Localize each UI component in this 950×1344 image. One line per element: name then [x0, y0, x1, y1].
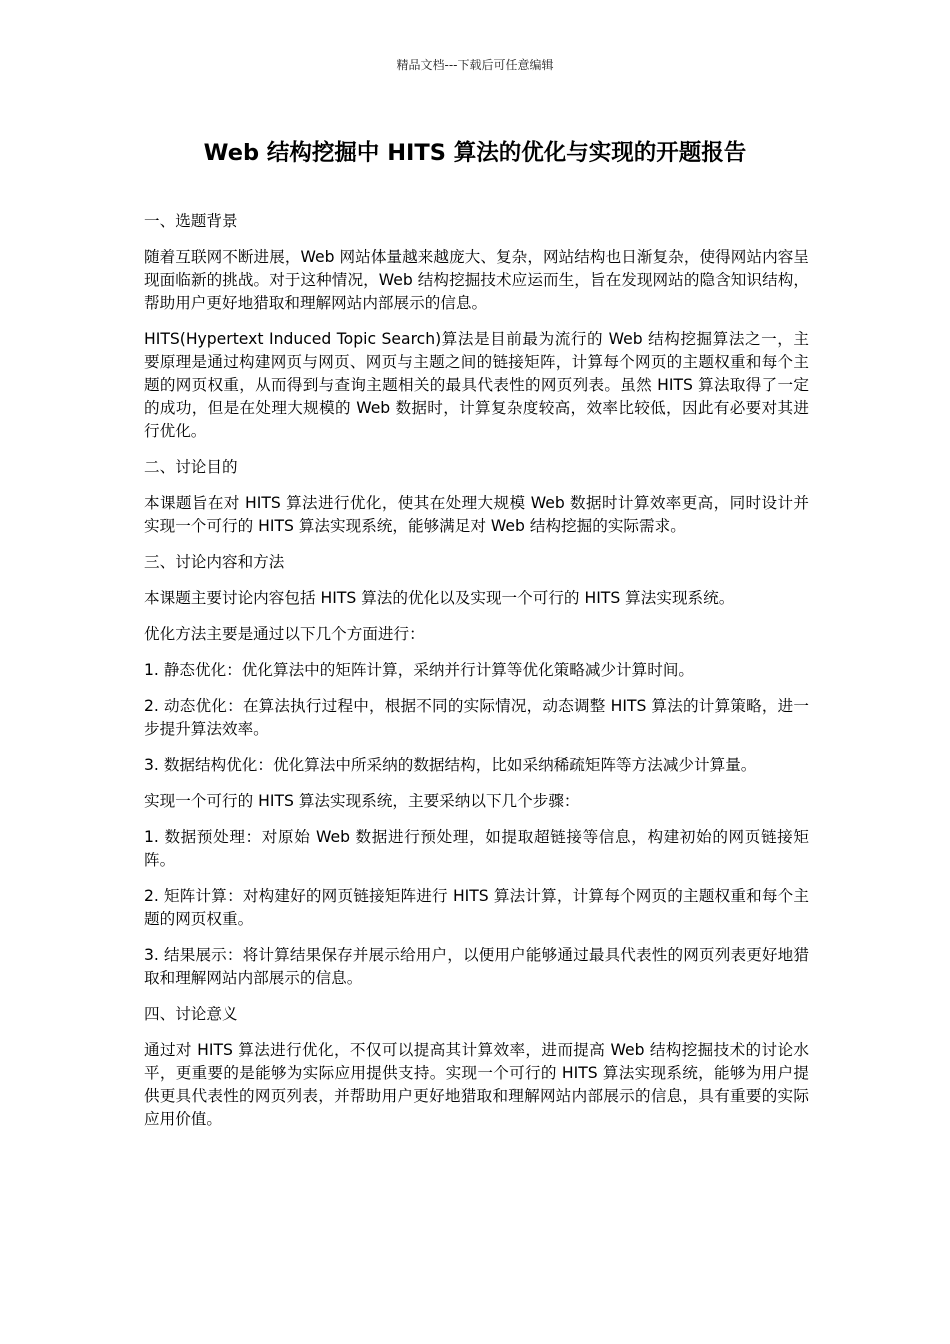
- section-heading-purpose: 二、讨论目的: [144, 458, 238, 476]
- list-item-data-structure-optimization: 3. 数据结构优化：优化算法中所采纳的数据结构，比如采纳稀疏矩阵等方法减少计算量。: [144, 756, 757, 774]
- paragraph-content-1: 本课题主要讨论内容包括 HITS 算法的优化以及实现一个可行的 HITS 算法实现系统。: [144, 589, 735, 607]
- document-title: Web 结构挖掘中 HITS 算法的优化与实现的开题报告: [203, 140, 747, 166]
- paragraph-significance-1: 通过对 HITS 算法进行优化，不仅可以提高其计算效率，进而提高 Web 结构挖掘技术的讨论水平，更重要的是能够为实际应用提供支持。实现一个可行的 HITS 算法实现系统，能够为用户提供更具代表性的网页列表，并帮助用户更好地猎取和理解网站内部展示的信息，具有重要的实际应用价值。: [144, 1041, 809, 1128]
- paragraph-background-1: 随着互联网不断进展，Web 网站体量越来越庞大、复杂，网站结构也日渐复杂，使得网站内容呈现面临新的挑战。对于这种情况，Web 结构挖掘技术应运而生，旨在发现网站的隐含知识结构，帮助用户更好地猎取和理解网站内部展示的信息。: [144, 248, 809, 312]
- paragraph-content-3: 实现一个可行的 HITS 算法实现系统，主要采纳以下几个步骤：: [144, 792, 580, 810]
- list-item-matrix-computation: 2. 矩阵计算：对构建好的网页链接矩阵进行 HITS 算法计算，计算每个网页的主题权重和每个主题的网页权重。: [144, 887, 809, 928]
- paragraph-background-2: HITS(Hypertext Induced Topic Search)算法是目前最为流行的 Web 结构挖掘算法之一，主要原理是通过构建网页与网页、网页与主题之间的链接矩阵，计算每个网页的主题权重和每个主题的网页权重，从而得到与查询主题相关的最具代表性的网页列表。虽然 HITS 算法取得了一定的成功，但是在处理大规模的 Web 数据时，计算复杂度较高，效率比较低，因此有必要对其进行优化。: [144, 330, 809, 440]
- section-heading-background: 一、选题背景: [144, 212, 238, 230]
- list-item-dynamic-optimization: 2. 动态优化：在算法执行过程中，根据不同的实际情况，动态调整 HITS 算法的计算策略，进一步提升算法效率。: [144, 697, 809, 738]
- list-item-preprocessing: 1. 数据预处理：对原始 Web 数据进行预处理，如提取超链接等信息，构建初始的网页链接矩阵。: [144, 828, 809, 869]
- header-note: 精品文档---下载后可任意编辑: [396, 58, 554, 72]
- section-heading-significance: 四、讨论意义: [144, 1005, 238, 1023]
- list-item-static-optimization: 1. 静态优化：优化算法中的矩阵计算，采纳并行计算等优化策略减少计算时间。: [144, 661, 695, 679]
- list-item-result-display: 3. 结果展示：将计算结果保存并展示给用户，以便用户能够通过最具代表性的网页列表更好地猎取和理解网站内部展示的信息。: [144, 946, 809, 987]
- paragraph-purpose-1: 本课题旨在对 HITS 算法进行优化，使其在处理大规模 Web 数据时计算效率更高，同时设计并实现一个可行的 HITS 算法实现系统，能够满足对 Web 结构挖掘的实际需求。: [144, 494, 809, 535]
- document-body: [144, 210, 809, 1144]
- paragraph-content-2: 优化方法主要是通过以下几个方面进行：: [144, 625, 425, 643]
- section-heading-content-methods: 三、讨论内容和方法: [144, 553, 285, 571]
